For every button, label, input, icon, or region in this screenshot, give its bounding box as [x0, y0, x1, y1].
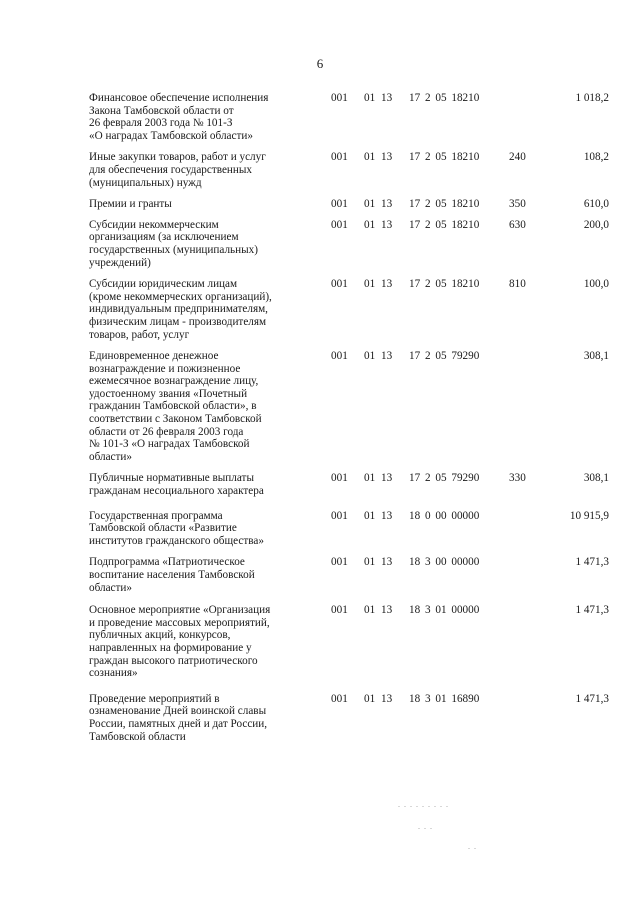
page-number: 6: [316, 56, 324, 71]
row-name: Проведение мероприятий в ознаменование Дней воинской славы России, памятных дней и дат России, Тамбовской области: [89, 692, 268, 743]
grbs-code: 001: [331, 692, 348, 705]
expense-type-code: 810: [509, 278, 526, 291]
table-row: [89, 92, 609, 142]
amount: 610,0: [583, 198, 609, 211]
table-row: [89, 472, 609, 497]
amount: 100,0: [583, 278, 609, 291]
amount: 108,2: [583, 151, 609, 164]
grbs-code: 001: [331, 151, 348, 164]
amount: 1 471,3: [575, 692, 609, 705]
article-code: 17 2 05 18210: [409, 198, 480, 211]
section-code: 01 13: [364, 151, 393, 164]
grbs-code: 001: [331, 556, 348, 569]
article-code: 17 2 05 18210: [409, 278, 480, 291]
row-name: Субсидии юридическим лицам (кроме некоммерческих организаций), индивидуальным предпринимателям, физическим лицам - производителям товаров, работ, услуг: [89, 278, 272, 341]
grbs-code: 001: [331, 604, 348, 617]
section-code: 01 13: [364, 509, 393, 522]
table-row: [89, 278, 609, 341]
grbs-code: 001: [331, 198, 348, 211]
row-name: Иные закупки товаров, работ и услуг для обеспечения государственных (муниципальных) нужд: [89, 151, 266, 189]
row-name: Финансовое обеспечение исполнения Закона Тамбовской области от 26 февраля 2003 года № 101-З «О наградах Тамбовской области»: [89, 92, 269, 142]
article-code: 18 3 01 00000: [409, 604, 480, 617]
article-code: 17 2 05 79290: [409, 472, 480, 485]
table-row: [89, 219, 609, 269]
scan-artifact: . . . . . . . . .: [398, 800, 449, 809]
amount: 200,0: [583, 218, 609, 231]
expense-type-code: 630: [509, 218, 526, 231]
grbs-code: 001: [331, 509, 348, 522]
expense-type-code: 240: [509, 151, 526, 164]
row-name: Основное мероприятие «Организация и проведение массовых мероприятий, публичных акций, конкурсов, направленных на формирование у граждан высокого патриотического сознания»: [89, 604, 271, 680]
grbs-code: 001: [331, 92, 348, 104]
table-row: [89, 510, 609, 548]
scan-artifact: . .: [468, 842, 477, 851]
row-name: Подпрограмма «Патриотическое воспитание населения Тамбовской области»: [89, 556, 255, 594]
article-code: 17 2 05 18210: [409, 218, 480, 231]
expense-type-code: 350: [509, 198, 526, 211]
article-code: 18 3 00 00000: [409, 556, 480, 569]
article-code: 17 2 05 18210: [409, 92, 480, 104]
amount: 308,1: [583, 350, 609, 363]
row-name: Премии и гранты: [89, 198, 172, 211]
section-code: 01 13: [364, 556, 393, 569]
table-row: [89, 350, 609, 463]
scan-artifact: . . .: [418, 822, 433, 831]
section-code: 01 13: [364, 604, 393, 617]
row-name: Публичные нормативные выплаты гражданам несоциального характера: [89, 472, 264, 498]
table-row: [89, 693, 609, 743]
article-code: 17 2 05 18210: [409, 151, 480, 164]
table-row: [89, 604, 609, 680]
amount: 1 471,3: [575, 556, 609, 569]
grbs-code: 001: [331, 278, 348, 291]
expense-type-code: 330: [509, 472, 526, 485]
row-name: Субсидии некоммерческим организациям (за исключением государственных (муниципальных) учреждений): [89, 218, 258, 269]
section-code: 01 13: [364, 278, 393, 291]
section-code: 01 13: [364, 692, 393, 705]
article-code: 18 0 00 00000: [409, 509, 480, 522]
table-row: [89, 556, 609, 594]
section-code: 01 13: [364, 472, 393, 485]
budget-table: [89, 92, 609, 743]
grbs-code: 001: [331, 472, 348, 485]
section-code: 01 13: [364, 218, 393, 231]
amount: 308,1: [583, 472, 609, 485]
article-code: 17 2 05 79290: [409, 350, 480, 363]
section-code: 01 13: [364, 350, 393, 363]
section-code: 01 13: [364, 198, 393, 211]
grbs-code: 001: [331, 350, 348, 363]
row-name: Единовременное денежное вознаграждение и пожизненное ежемесячное вознаграждение лицу, удостоенному звания «Почетный гражданин Тамбовской области», в соответствии с Законом Тамбовской области от 26 февраля 2003 года № 101-З «О наградах Тамбовской области»: [89, 350, 262, 463]
amount: 10 915,9: [569, 509, 609, 522]
row-name: Государственная программа Тамбовской области «Развитие институтов гражданского общества»: [89, 509, 264, 547]
article-code: 18 3 01 16890: [409, 692, 480, 705]
amount: 1 018,2: [575, 92, 609, 104]
table-row: [89, 151, 609, 189]
grbs-code: 001: [331, 218, 348, 231]
amount: 1 471,3: [575, 604, 609, 617]
table-row: [89, 198, 609, 211]
section-code: 01 13: [364, 92, 393, 104]
